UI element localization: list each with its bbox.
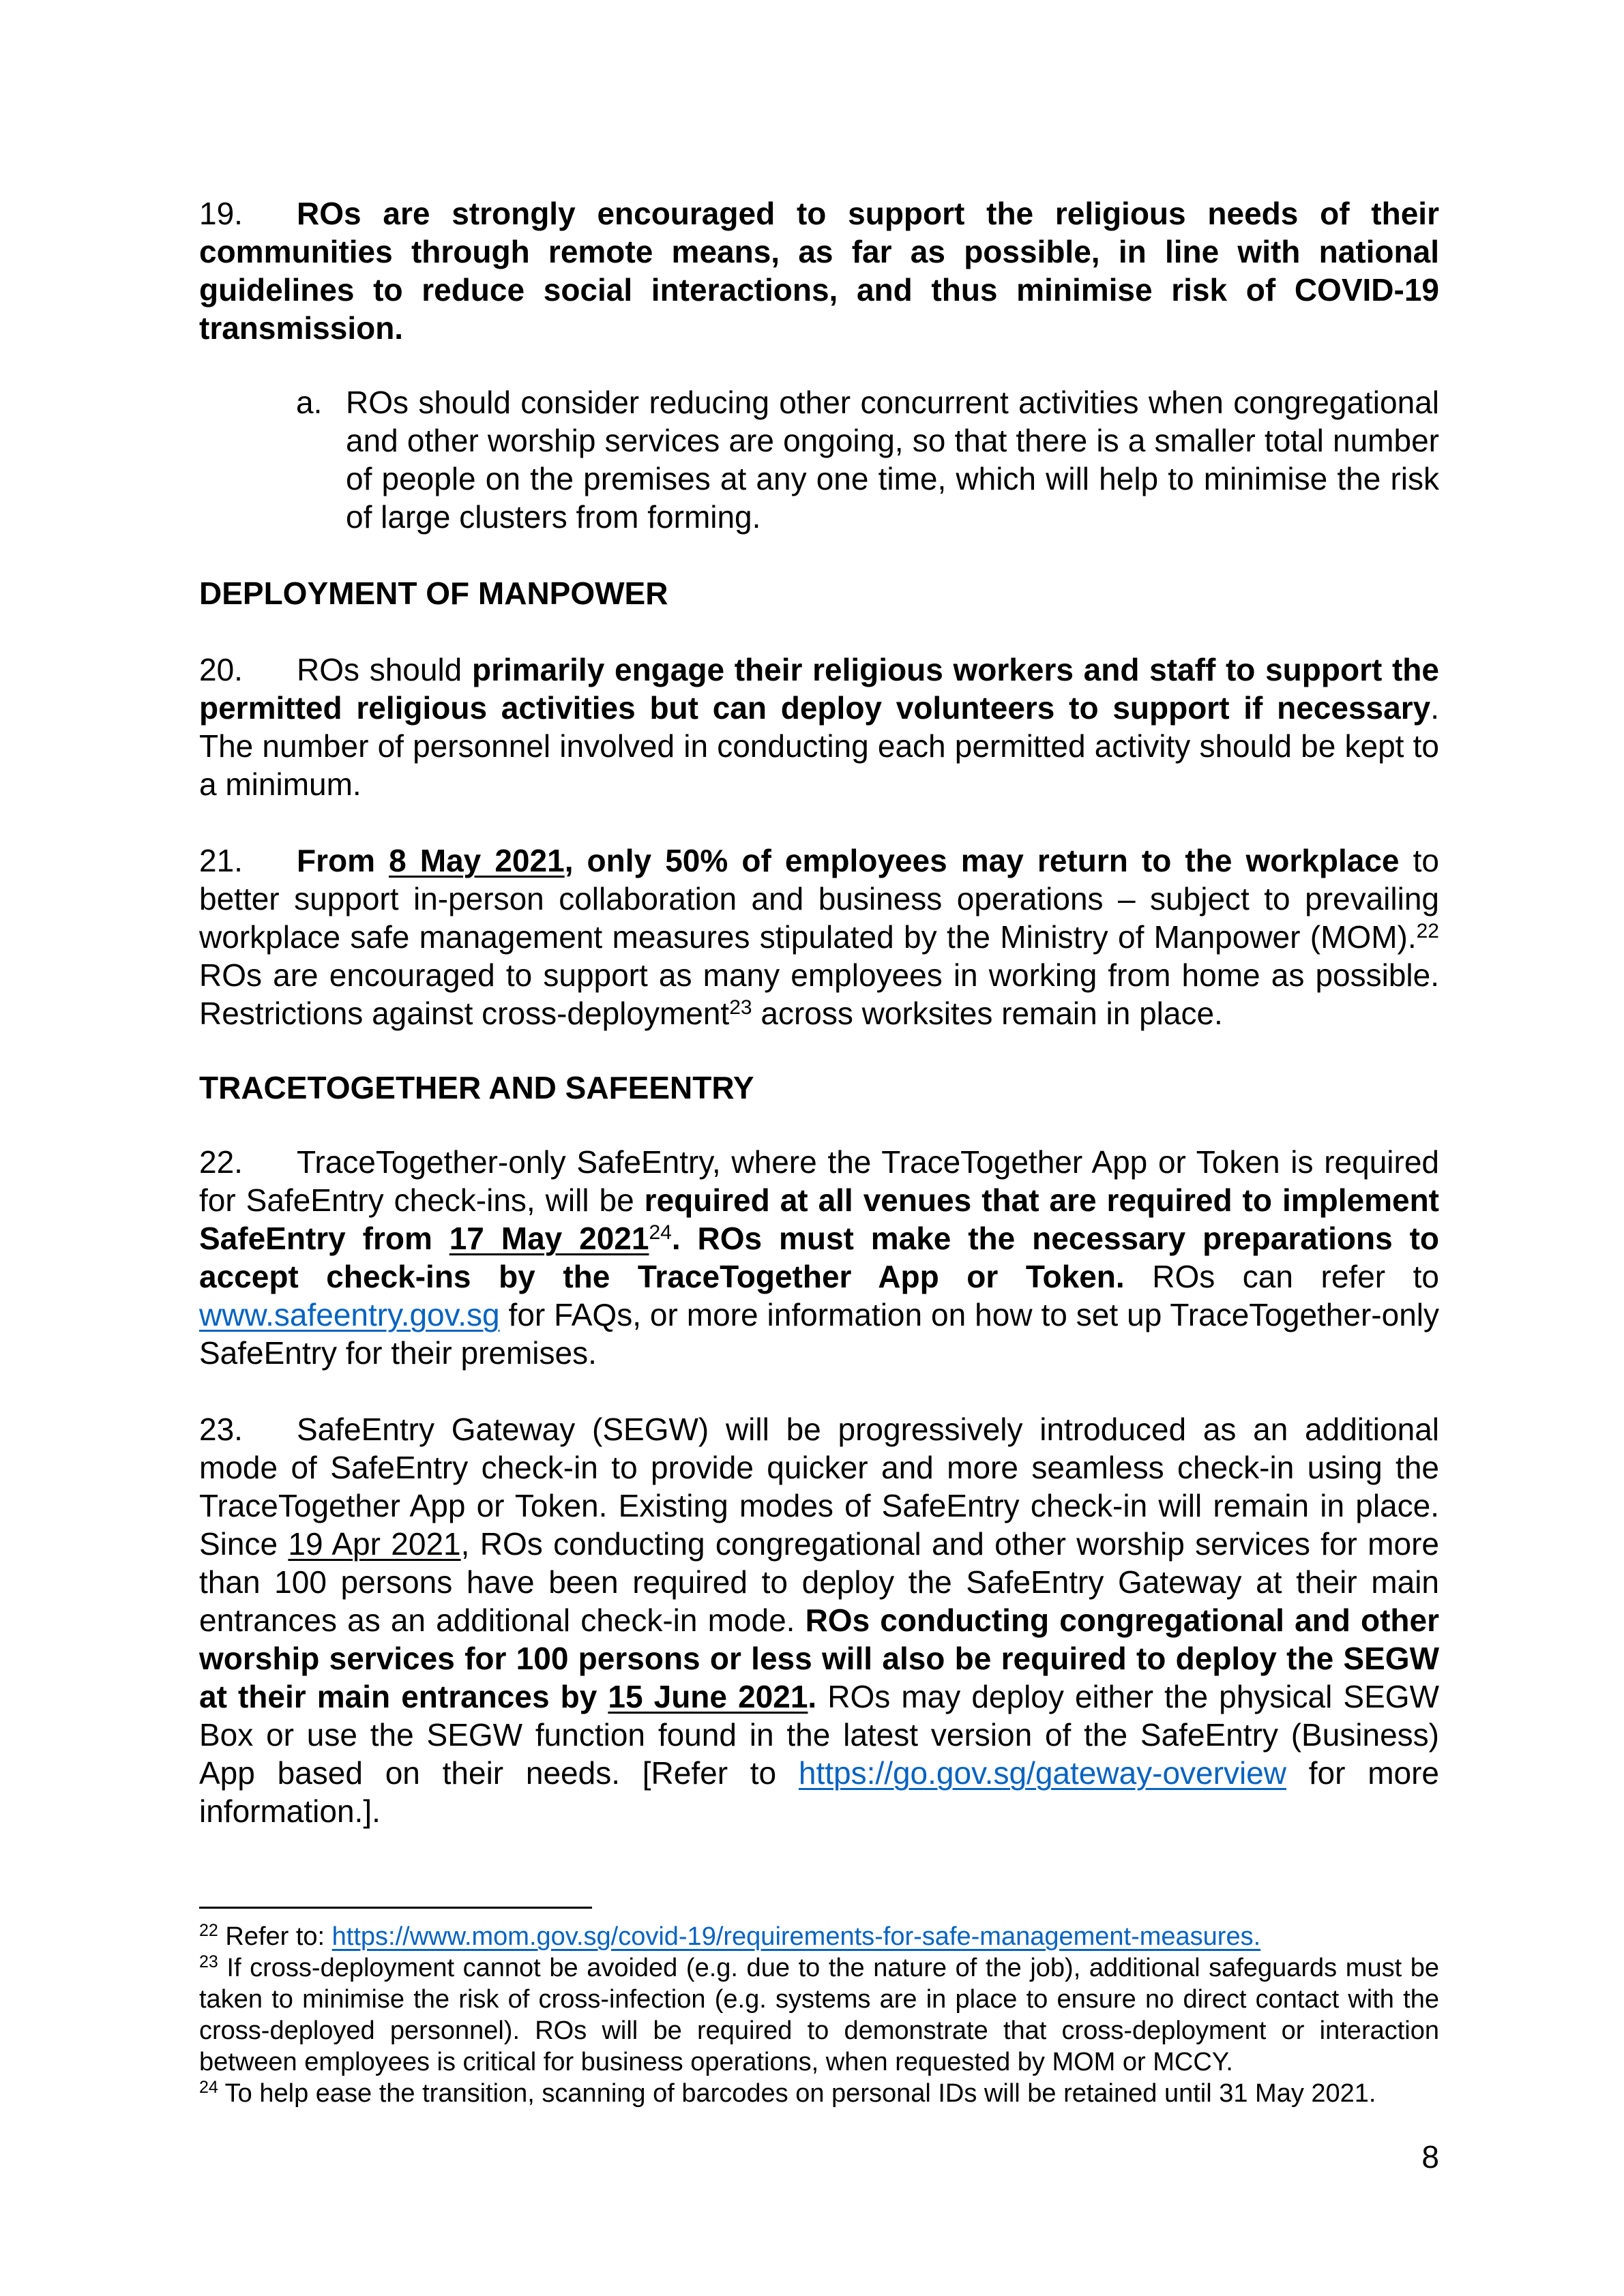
- footnote-number: 23: [199, 1952, 218, 1971]
- subparagraph-label: a.: [296, 385, 323, 420]
- text: SafeEntry Gateway (SEGW) will be progressively introduced as an additional mode of SafeEntry check-in to provide quicker and more seamless check-in using the TraceTogether App or Token. Existing modes of SafeEntry check-in will remain in place. Since: [199, 1412, 1439, 1562]
- bold-text: From: [297, 843, 389, 878]
- text: to better support in-person collaboration and business operations – subject to prevailing workplace safe management measures stipulated by the Ministry of Manpower (MOM).: [199, 843, 1439, 955]
- paragraph-number: 19.: [199, 196, 243, 231]
- text: for more information.].: [199, 1755, 1439, 1829]
- text: TraceTogether-only SafeEntry, where the TraceTogether App or Token is required for SafeEntry check-ins, will be: [199, 1144, 1439, 1218]
- footnote-24: [199, 2078, 1439, 2109]
- underlined-date: 19 Apr 2021: [288, 1526, 461, 1562]
- mom-link[interactable]: https://www.mom.gov.sg/covid-19/requirements-for-safe-management-measures.: [331, 1922, 1261, 1951]
- bold-text: ROs are strongly encouraged to support the religious needs of their communities through remote means, as far as possible, in line with national guidelines to reduce social interactions, and thus minimise risk of COVID-19 transmission.: [199, 196, 1439, 346]
- bold-text: .: [808, 1679, 817, 1714]
- footnote-number: 24: [199, 2078, 218, 2097]
- bold-text: , only 50% of employees may return to the workplace: [564, 843, 1400, 878]
- underlined-date: 15 June 2021: [608, 1679, 808, 1714]
- subparagraph-text: ROs should consider reducing other concurrent activities when congregational and other worship services are ongoing, so that there is a smaller total number of people on the premises at any one time, which will help to minimise the risk of large clusters from forming.: [346, 385, 1439, 535]
- footnotes: [199, 1921, 1439, 2109]
- paragraph-22: [199, 1143, 1439, 1372]
- footnote-23: [199, 1952, 1439, 2078]
- bold-text: primarily engage their religious workers and staff to support the permitted religious activities but can deploy volunteers to support if necessary: [199, 652, 1439, 726]
- paragraph-21: [199, 841, 1439, 1032]
- paragraph-20: [199, 651, 1439, 803]
- page-number: 8: [1421, 2139, 1439, 2175]
- text: ROs may deploy either the physical SEGW Box or use the SEGW function found in the latest version of the SafeEntry (Business) App based on their needs. [Refer to: [199, 1679, 1439, 1791]
- footnote-ref-23[interactable]: 23: [729, 996, 752, 1019]
- footnote-text: If cross-deployment cannot be avoided (e.g. due to the nature of the job), additional safeguards must be taken to minimise the risk of cross-infection (e.g. systems are in place to ensure no direct contact with the cross-deployed personnel). ROs will be required to demonstrate that cross-deployment or interaction between employees is critical for business operations, when requested by MOM or MCCY.: [199, 1954, 1439, 2076]
- section-heading-tracetogether: TRACETOGETHER AND SAFEENTRY: [199, 1070, 754, 1105]
- paragraph-number: 20.: [199, 652, 243, 687]
- text: ROs can refer to: [1124, 1259, 1440, 1294]
- footnote-text: To help ease the transition, scanning of barcodes on personal IDs will be retained until 31 May 2021.: [218, 2079, 1376, 2108]
- footnote-ref-24[interactable]: 24: [649, 1221, 672, 1244]
- footnote-text: Refer to:: [218, 1922, 332, 1951]
- footnote-separator: [199, 1907, 592, 1909]
- underlined-date: 17 May 2021: [449, 1221, 649, 1256]
- text: ROs should: [297, 652, 472, 687]
- underlined-date: 8 May 2021: [389, 843, 565, 878]
- bold-text: ROs conducting congregational and other worship services for 100 persons or less will also be required to deploy the SEGW at their main entrances by: [199, 1602, 1439, 1714]
- section-heading-manpower: DEPLOYMENT OF MANPOWER: [199, 576, 668, 611]
- text: , ROs conducting congregational and other worship services for more than 100 persons have been required to deploy the SafeEntry Gateway at their main entrances as an additional check-in mode.: [199, 1526, 1439, 1638]
- text: . The number of personnel involved in conducting each permitted activity should be kept to a minimum.: [199, 690, 1439, 802]
- text: ROs are encouraged to support as many employees in working from home as possible. Restrictions against cross-deployment: [199, 957, 1439, 1031]
- paragraph-number: 23.: [199, 1412, 243, 1447]
- body-content: [199, 194, 1439, 1830]
- text: for FAQs, or more information on how to set up TraceTogether-only SafeEntry for their premises.: [199, 1297, 1439, 1371]
- bold-text: required at all venues that are required to implement SafeEntry from: [199, 1182, 1439, 1256]
- bold-text: . ROs must make the necessary preparations to accept check-ins by the TraceTogether App or Token.: [199, 1221, 1439, 1294]
- paragraph-19: [199, 194, 1439, 347]
- paragraph-number: 22.: [199, 1144, 243, 1180]
- subparagraph-19a: [296, 383, 1439, 536]
- gateway-overview-link[interactable]: https://go.gov.sg/gateway-overview: [798, 1755, 1286, 1791]
- paragraph-23: [199, 1410, 1439, 1830]
- paragraph-number: 21.: [199, 843, 243, 878]
- text: across worksites remain in place.: [752, 996, 1223, 1031]
- footnote-ref-22[interactable]: 22: [1416, 920, 1439, 942]
- footnote-22: [199, 1921, 1439, 1952]
- footnote-number: 22: [199, 1921, 218, 1940]
- safeentry-link[interactable]: www.safeentry.gov.sg: [199, 1297, 500, 1332]
